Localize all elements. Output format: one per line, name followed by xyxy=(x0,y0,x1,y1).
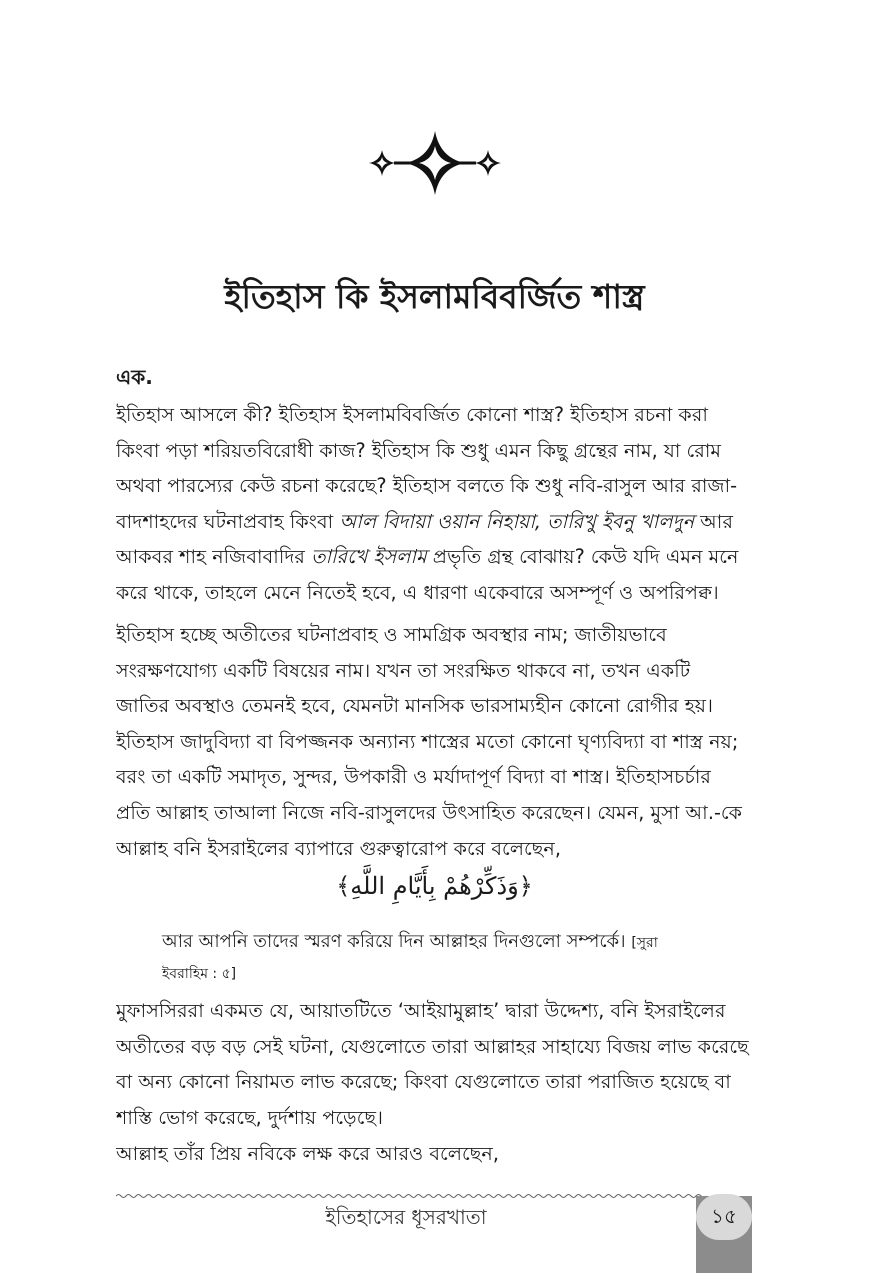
text-line: শাস্তি ভোগ করেছে, দুর্দশায় পড়েছে। xyxy=(116,1105,383,1129)
text-line: ইতিহাস আসলে কী? ইতিহাস ইসলামবিবর্জিত কোনো শাস্ত্র? ইতিহাস রচনা করা xyxy=(116,403,708,426)
running-footer-book-title: ইতিহাসের ধূসরখাতা xyxy=(325,1205,487,1229)
text-line: অথবা পারস্যের কেউ রচনা করেছে? ইতিহাস বলতে কি শুধু নবি-রাসুল আর রাজা- xyxy=(116,474,738,498)
text-line: ইতিহাস জাদুবিদ্যা বা বিপজ্জনক অন্যান্য শাস্ত্রের মতো কোনো ঘৃণ্যবিদ্যা বা শাস্ত্র নয়; xyxy=(116,729,739,753)
text-line: আল্লাহ বনি ইসরাইলের ব্যাপারে গুরুত্বারোপ করে বলেছেন, xyxy=(116,836,561,860)
paragraph-1 xyxy=(116,397,756,611)
paragraph-4 xyxy=(116,1136,756,1172)
text-line: বা অন্য কোনো নিয়ামত লাভ করেছে; কিংবা যেগুলোতে তারা পরাজিত হয়েছে বা xyxy=(116,1070,731,1094)
text-line: বরং তা একটি সমাদৃত, সুন্দর, উপকারী ও মর্যাদাপূর্ণ বিদ্যা বা শাস্ত্র। ইতিহাসচর্চার xyxy=(116,765,711,789)
text-line: কিংবা পড়া শরিয়তবিরোধী কাজ? ইতিহাস কি শুধু এমন কিছু গ্রন্থের নাম, যা রোম xyxy=(116,438,722,462)
ornament-icon xyxy=(360,128,510,198)
chapter-title: ইতিহাস কি ইসলামবিবর্জিত শাস্ত্র xyxy=(224,277,645,316)
text-line: ইতিহাস হচ্ছে অতীতের ঘটনাপ্রবাহ ও সামগ্রিক অবস্থার নাম; জাতীয়ভাবে xyxy=(116,623,667,646)
paragraph-2 xyxy=(116,617,756,866)
text-line: মুফাসসিররা একমত যে, আয়াতটিতে ‘আইয়ামুল্লাহ’ দ্বারা উদ্দেশ্য, বনি ইসরাইলের xyxy=(116,999,726,1022)
text-line: করে থাকে, তাহলে মেনে নিতেই হবে, এ ধারণা একেবারে অসম্পূর্ণ ও অপরিপক্ব। xyxy=(116,580,719,604)
text-line: আকবর শাহ নজিবাবাদির তারিখে ইসলাম প্রভৃতি গ্রন্থ বোঝায়? কেউ যদি এমন মনে xyxy=(116,545,739,569)
quran-verse: ﴿وَذَكِّرْهُمْ بِأَيَّامِ اللَّهِ﴾ xyxy=(336,872,533,900)
text-line: প্রতি আল্লাহ তাআলা নিজে নবি-রাসুলদের উৎসাহিত করেছেন। যেমন, মুসা আ.-কে xyxy=(116,800,743,824)
section-number: এক. xyxy=(116,365,153,389)
verse-reference: [সুরা xyxy=(631,935,658,951)
text-line: আল্লাহ তাঁর প্রিয় নবিকে লক্ষ করে আরও বলেছেন, xyxy=(116,1142,499,1165)
text-line: জাতির অবস্থাও তেমনই হবে, যেমনটা মানসিক ভারসাম্যহীন কোনো রোগীর হয়। xyxy=(116,694,713,718)
verse-translation: আর আপনি তাদের স্মরণ করিয়ে দিন আল্লাহর দিনগুলো সম্পর্কে। [সুরা ইবরাহিম : ৫] xyxy=(162,931,658,982)
paragraph-3 xyxy=(116,993,756,1135)
text-line: বাদশাহদের ঘটনাপ্রবাহ কিংবা আল বিদায়া ওয়ান নিহায়া, তারিখু ইবনু খালদুন আর xyxy=(116,509,734,533)
verse-reference-cont: ইবরাহিম : ৫] xyxy=(162,966,237,982)
italic-book-name: তারিখে ইসলাম xyxy=(311,545,427,569)
text-line: অতীতের বড় বড় সেই ঘটনা, যেগুলোতে তারা আল্লাহর সাহায্যে বিজয় লাভ করেছে xyxy=(116,1034,749,1058)
text-line: সংরক্ষণযোগ্য একটি বিষয়ের নাম। যখন তা সংরক্ষিত থাকবে না, তখন একটি xyxy=(116,658,691,682)
page-number: ১৫ xyxy=(711,1204,737,1228)
italic-book-names: আল বিদায়া ওয়ান নিহায়া, তারিখু ইবনু খালদুন xyxy=(339,509,695,533)
